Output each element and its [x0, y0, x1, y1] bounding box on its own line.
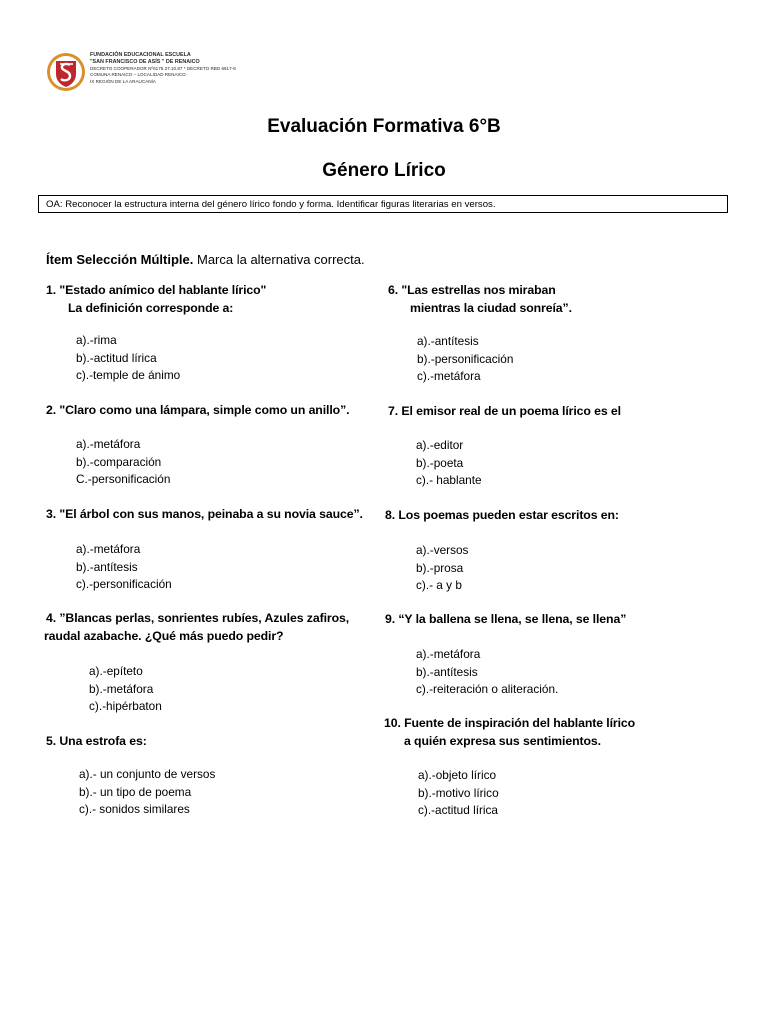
question-text: mientras la ciudad sonreía”. [410, 300, 572, 315]
option: c).-hipérbaton [89, 699, 162, 713]
option: a).-antítesis [417, 334, 479, 348]
options-6 [417, 333, 513, 386]
options-7 [416, 437, 482, 490]
learning-objective-box [38, 195, 728, 213]
question-text: La definición corresponde a: [68, 300, 234, 315]
option: a).-metáfora [76, 542, 141, 556]
question-4 [44, 610, 349, 645]
question-5 [46, 733, 147, 751]
instructions-text: Marca la alternativa correcta. [193, 252, 365, 267]
question-text: 9. “Y la ballena se llena, se llena, se llena” [385, 612, 627, 626]
option: b).-comparación [76, 454, 162, 469]
option: b).-motivo lírico [418, 785, 499, 800]
school-line: COMUNA RENAICO – LOCALIDAD RENAICO [90, 72, 186, 78]
options-1 [76, 332, 180, 385]
option: b).-actitud lírica [76, 350, 157, 365]
option: c).- a y b [416, 578, 462, 592]
option: a).-epíteto [89, 664, 143, 678]
question-text: 10. Fuente de inspiración del hablante lírico [384, 716, 636, 730]
question-10 [384, 715, 635, 750]
instructions [46, 252, 365, 267]
question-text: 6. "Las estrellas nos miraban [388, 283, 556, 297]
option: c).- hablante [416, 473, 482, 487]
options-3 [76, 541, 172, 594]
option: a).-metáfora [76, 437, 141, 451]
question-text: 3. "El árbol con sus manos, peinaba a su novia sauce”. [46, 507, 363, 521]
school-line: FUNDACIÓN EDUCACIONAL ESCUELA [90, 52, 191, 58]
school-line: DECRETO COOPERADOR Nº6175 27.10.87 * DECRETO RBD 6617-8 [90, 65, 236, 71]
option: c).-reiteración o aliteración. [416, 682, 559, 696]
school-line: IX REGIÓN DE LA ARAUCANÍA [90, 79, 156, 85]
question-text: 5. Una estrofa es: [46, 734, 147, 748]
question-text: 4. ”Blancas perlas, sonrientes rubíes, Azules zafiros, [46, 611, 350, 625]
question-text: 1. "Estado anímico del hablante lírico" [46, 283, 267, 297]
question-1 [46, 282, 266, 317]
question-2 [46, 402, 349, 420]
question-3 [46, 506, 363, 524]
page-subtitle: Género Lírico [322, 160, 446, 181]
option: b).-prosa [416, 560, 464, 575]
option: a).-rima [76, 333, 117, 347]
option: b).-antítesis [416, 664, 478, 679]
options-5 [79, 766, 215, 819]
option: c).-temple de ánimo [76, 368, 181, 382]
question-9 [385, 611, 626, 629]
question-text: 2. "Claro como una lámpara, simple como un anillo”. [46, 403, 350, 417]
school-logo [46, 52, 86, 92]
options-2 [76, 436, 170, 489]
options-10 [418, 767, 499, 820]
option: c).-metáfora [417, 369, 481, 383]
question-text: 8. Los poemas pueden estar escritos en: [385, 508, 619, 522]
option: a).-metáfora [416, 647, 481, 661]
page-title: Evaluación Formativa 6°B [267, 116, 501, 137]
option: a).-objeto lírico [418, 768, 497, 782]
option: a).-editor [416, 438, 464, 452]
options-9 [416, 646, 558, 699]
instructions-heading: Ítem Selección Múltiple. [46, 252, 194, 267]
question-6 [388, 282, 572, 317]
option: a).- un conjunto de versos [79, 767, 216, 781]
option: c).-actitud lírica [418, 803, 498, 817]
school-line: "SAN FRANCISCO DE ASÍS " DE RENAICO [90, 58, 200, 65]
option: b).-personificación [417, 351, 514, 366]
option: b).- un tipo de poema [79, 784, 192, 799]
school-name [90, 52, 236, 86]
question-text: raudal azabache. ¿Qué más puedo pedir? [44, 628, 284, 643]
option: b).-antítesis [76, 559, 138, 574]
option: C.-personificación [76, 472, 171, 486]
option: a).-versos [416, 543, 469, 557]
question-7 [388, 403, 621, 421]
option: c).- sonidos similares [79, 802, 190, 816]
learning-objective-text: OA: Reconocer la estructura interna del género lírico fondo y forma. Identificar figuras literarias en versos. [46, 199, 496, 210]
question-text: a quién expresa sus sentimientos. [404, 733, 601, 748]
question-text: 7. El emisor real de un poema lírico es el [388, 404, 621, 418]
option: b).-poeta [416, 455, 464, 470]
options-4 [89, 663, 162, 716]
option: c).-personificación [76, 577, 172, 591]
options-8 [416, 542, 468, 595]
question-8 [385, 507, 619, 525]
option: b).-metáfora [89, 681, 154, 696]
